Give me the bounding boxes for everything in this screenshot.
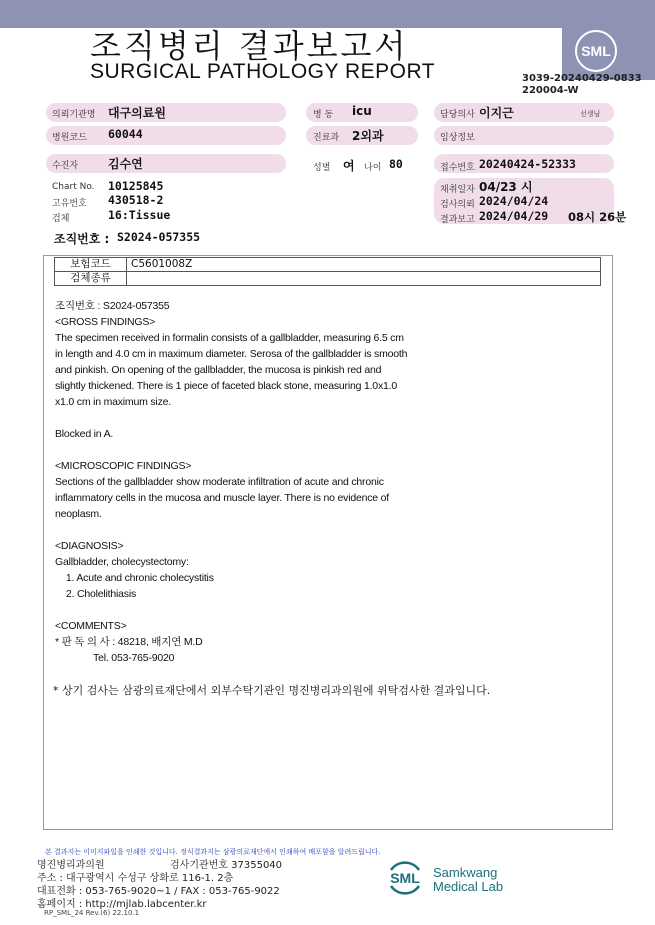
receipt-no-value: 20240424-52333 — [479, 157, 576, 171]
sex-label: 성별 — [313, 163, 331, 173]
samkwang-logo-icon — [385, 858, 425, 898]
clinic-phone: 대표전화 : 053-765-9020~1 / FAX : 053-765-9022 — [37, 886, 280, 897]
clinic-name: 명진병리과의원 — [37, 860, 105, 871]
insurance-code-label: 보험코드 — [55, 258, 127, 272]
unique-no-label: 고유번호 — [52, 199, 87, 209]
lab-name-line2: Medical Lab — [433, 879, 504, 894]
specimen-type-value — [127, 272, 601, 286]
report-date-value: 2024/04/29 — [479, 209, 549, 223]
report-findings: 조직번호 : S2024-057355 <GROSS FINDINGS> The specimen received in formalin consists of a gallbladder, measuring 6.5 cm in length and 4.0 cm in maximum diameter. Serosa of the gallbladder is smooth and pinkish. On opening of the gallbladder, the mucosa is pinkish red and slightly thickened. There is 1 piece of faceted black stone, measuring 1.0x1.0 x1.0 cm in maximum size. Blocked in A. <MICROSCOPIC FINDINGS> Sections of the gallbladder show moderate infiltration of acute and chronic inflammatory cells in the mucosa and muscle layer. There is no evidence of neoplasm. <DIAGNOSIS> Gallbladder, cholecystectomy: 1. Acute and chronic cholecystitis 2. Cholelithiasis <COMMENTS> * 판 독 의 사 : 48218, 배지연 M.D Tel. 053-765-9020 — [55, 300, 408, 664]
form-revision: RP_SML_24 Rev.(6) 22.10.1 — [44, 909, 140, 917]
report-id-line2: 220004-W — [522, 85, 579, 96]
ward-value: icu — [352, 104, 372, 118]
report-time-value: 08시 26분 — [568, 210, 627, 224]
patient-name: 김수연 — [108, 157, 143, 171]
patient-label: 수진자 — [52, 161, 79, 171]
lab-name-line1: Samkwang — [433, 865, 498, 880]
collection-date-label: 채취일자 — [440, 185, 475, 195]
specimen-type-row — [55, 272, 601, 286]
clinic-homepage: 홈페이지 : http://mjlab.labcenter.kr — [37, 899, 207, 910]
age-value: 80 — [389, 157, 403, 171]
insurance-table — [54, 257, 601, 286]
clinical-info-label: 임상정보 — [440, 133, 475, 143]
sml-logo: SML — [575, 30, 617, 72]
patient-pill — [46, 154, 286, 173]
doctor-suffix: 선생님 — [580, 110, 601, 118]
chart-no-label: Chart No. — [52, 182, 95, 192]
department-value: 2외과 — [352, 129, 384, 143]
doctor-label: 담당의사 — [440, 110, 475, 120]
report-date-label: 결과보고 — [440, 215, 475, 225]
institution-value: 대구의료원 — [108, 106, 166, 120]
pathology-no-value: S2024-057355 — [117, 230, 201, 244]
hospital-code-value: 60044 — [108, 127, 143, 141]
department-label: 진료과 — [313, 133, 340, 143]
pathology-no-label: 조직번호 : — [54, 232, 110, 246]
institution-number: 검사기관번호 37355040 — [170, 860, 283, 871]
report-title-english: SURGICAL PATHOLOGY REPORT — [90, 60, 436, 83]
samkwang-lab-name — [433, 866, 503, 894]
request-date-label: 검사의뢰 — [440, 200, 475, 210]
print-notice: 본 결과지는 이미지파일을 인쇄한 것입니다. 정식결과지는 삼광의료재단에서 인쇄하여 배포함을 알려드립니다. — [45, 848, 381, 856]
insurance-code-value: C5601008Z — [127, 258, 601, 272]
doctor-value: 이지근 — [479, 106, 514, 120]
specimen-value: 16:Tissue — [108, 208, 171, 222]
ward-label: 병 동 — [313, 110, 334, 120]
clinic-address: 주소 : 대구광역시 수성구 상화로 116-1. 2층 — [37, 873, 234, 884]
request-date-value: 2024/04/24 — [479, 194, 549, 208]
report-id — [522, 73, 642, 97]
unique-no-value: 430518-2 — [108, 193, 164, 207]
specimen-label: 검체 — [52, 214, 70, 224]
institution-label: 의뢰기관명 — [52, 110, 96, 120]
receipt-no-label: 접수번호 — [440, 163, 475, 173]
report-id-line1: 3039-20240429-0833 — [522, 73, 642, 84]
chart-no-value: 10125845 — [108, 179, 164, 193]
hospital-code-label: 병원코드 — [52, 133, 87, 143]
collection-date-value: 04/23 시 — [479, 180, 533, 194]
sex-value: 여 — [343, 159, 355, 173]
age-label: 나이 — [364, 163, 382, 173]
samkwang-logo-text: SML — [390, 870, 420, 886]
report-title-korean: 조직병리 결과보고서 — [90, 27, 409, 65]
specimen-type-label: 검체종류 — [55, 272, 127, 286]
outsourcing-note: * 상기 검사는 삼광의료재단에서 외부수탁기관인 명진병리과의원에 위탁검사한 결과입니다. — [53, 684, 491, 697]
insurance-code-row — [55, 258, 601, 272]
